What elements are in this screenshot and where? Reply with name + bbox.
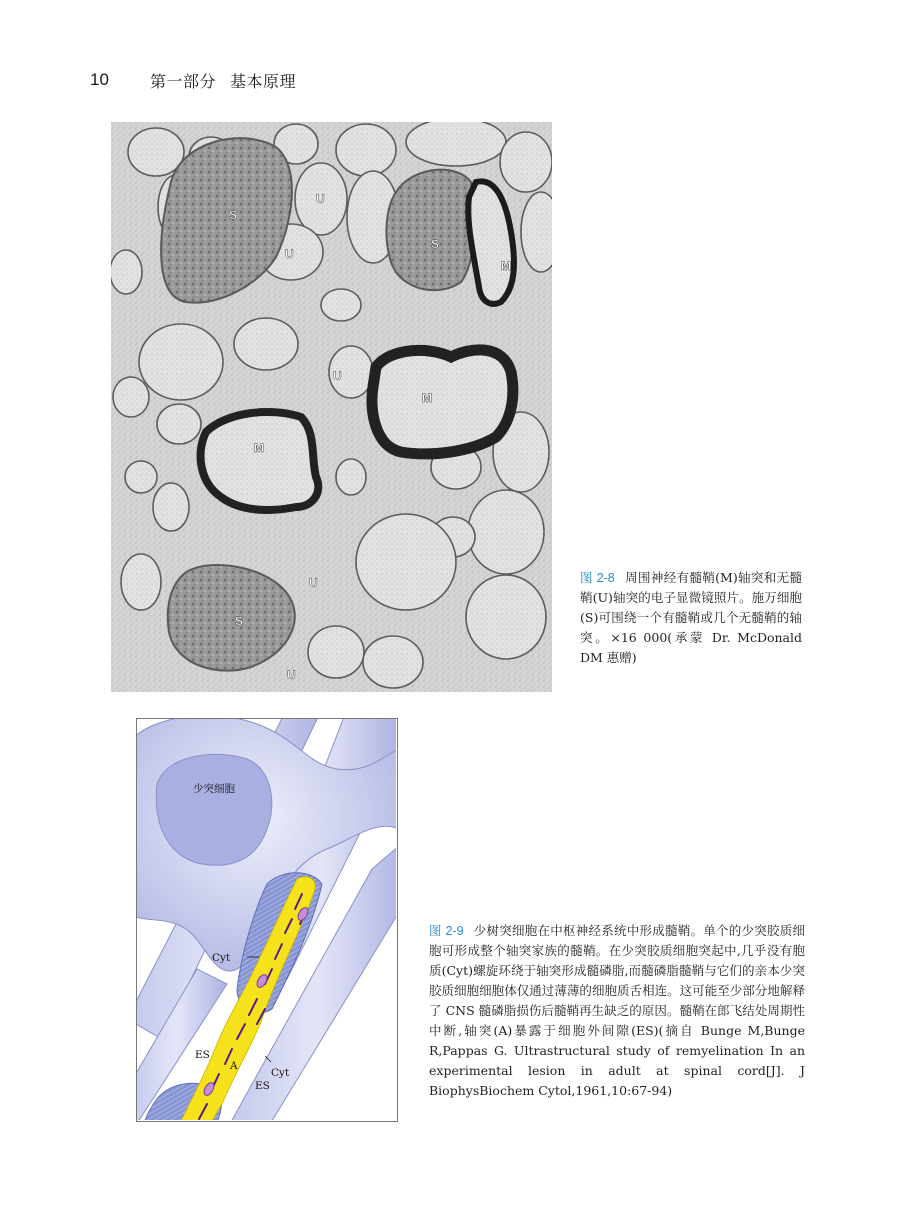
label-unmyelinated-2: U: [285, 247, 294, 261]
label-myelinated-3: M: [254, 441, 264, 455]
label-axon: A: [230, 1060, 238, 1072]
label-myelinated-1: M: [501, 259, 511, 273]
label-unmyelinated-5: U: [287, 668, 296, 682]
label-schwann-2: S: [431, 237, 440, 251]
figure-2-8-caption: [580, 568, 802, 668]
part-title: 基本原理: [230, 72, 297, 91]
label-es-right: ES: [255, 1080, 270, 1092]
label-unmyelinated-1: U: [316, 192, 325, 206]
electron-micrograph-figure-2-8: [111, 122, 552, 692]
label-schwann-1: S: [229, 208, 238, 222]
running-head: [150, 69, 296, 92]
figure-2-9-label: 图 2-9: [429, 924, 464, 938]
figure-2-8-caption-text: 周围神经有髓鞘(M)轴突和无髓鞘(U)轴突的电子显微镜照片。施万细胞(S)可围绕一个有髓鞘或几个无髓鞘的轴突。×16 000(承蒙 Dr. McDonald DM 惠赠): [580, 570, 802, 665]
label-cyt-upper: Cyt: [212, 952, 231, 964]
label-myelinated-2: M: [422, 391, 432, 405]
label-es-left: ES: [195, 1049, 210, 1061]
page-number: 10: [90, 70, 109, 89]
figure-2-9-caption-text: 少树突细胞在中枢神经系统中形成髓鞘。单个的少突胶质细胞可形成整个轴突家族的髓鞘。在少突胶质细胞突起中,几乎没有胞质(Cyt)螺旋环绕于轴突形成髓磷脂,而髓磷脂髓鞘与它们的亲本少突胶质细胞细胞体仅通过薄薄的细胞质舌相连。这可能至少部分地解释了 CNS 髓磷脂损伤后髓鞘再生缺乏的原因。髓鞘在郎飞结处周期性中断,轴突(A)暴露于细胞外间隙(ES)(摘自 Bunge M,Bunge R,Pappas G. Ultrastructural study of remyelination In an experimental lesion in adult at spinal cord[J]. J BiophysBiochem Cytol,1961,10:67-94): [429, 923, 805, 1098]
label-oligodendrocyte: 少突细胞: [193, 783, 235, 795]
figure-2-9-caption: [429, 921, 805, 1101]
label-unmyelinated-3: U: [333, 369, 342, 383]
part-label: 第一部分: [150, 72, 217, 91]
figure-2-8-label: 图 2-8: [580, 571, 615, 585]
label-cyt-lower: Cyt: [271, 1067, 290, 1079]
label-schwann-3: S: [235, 614, 244, 628]
label-unmyelinated-4: U: [309, 576, 318, 590]
oligodendrocyte-diagram-figure-2-9: [136, 718, 398, 1122]
